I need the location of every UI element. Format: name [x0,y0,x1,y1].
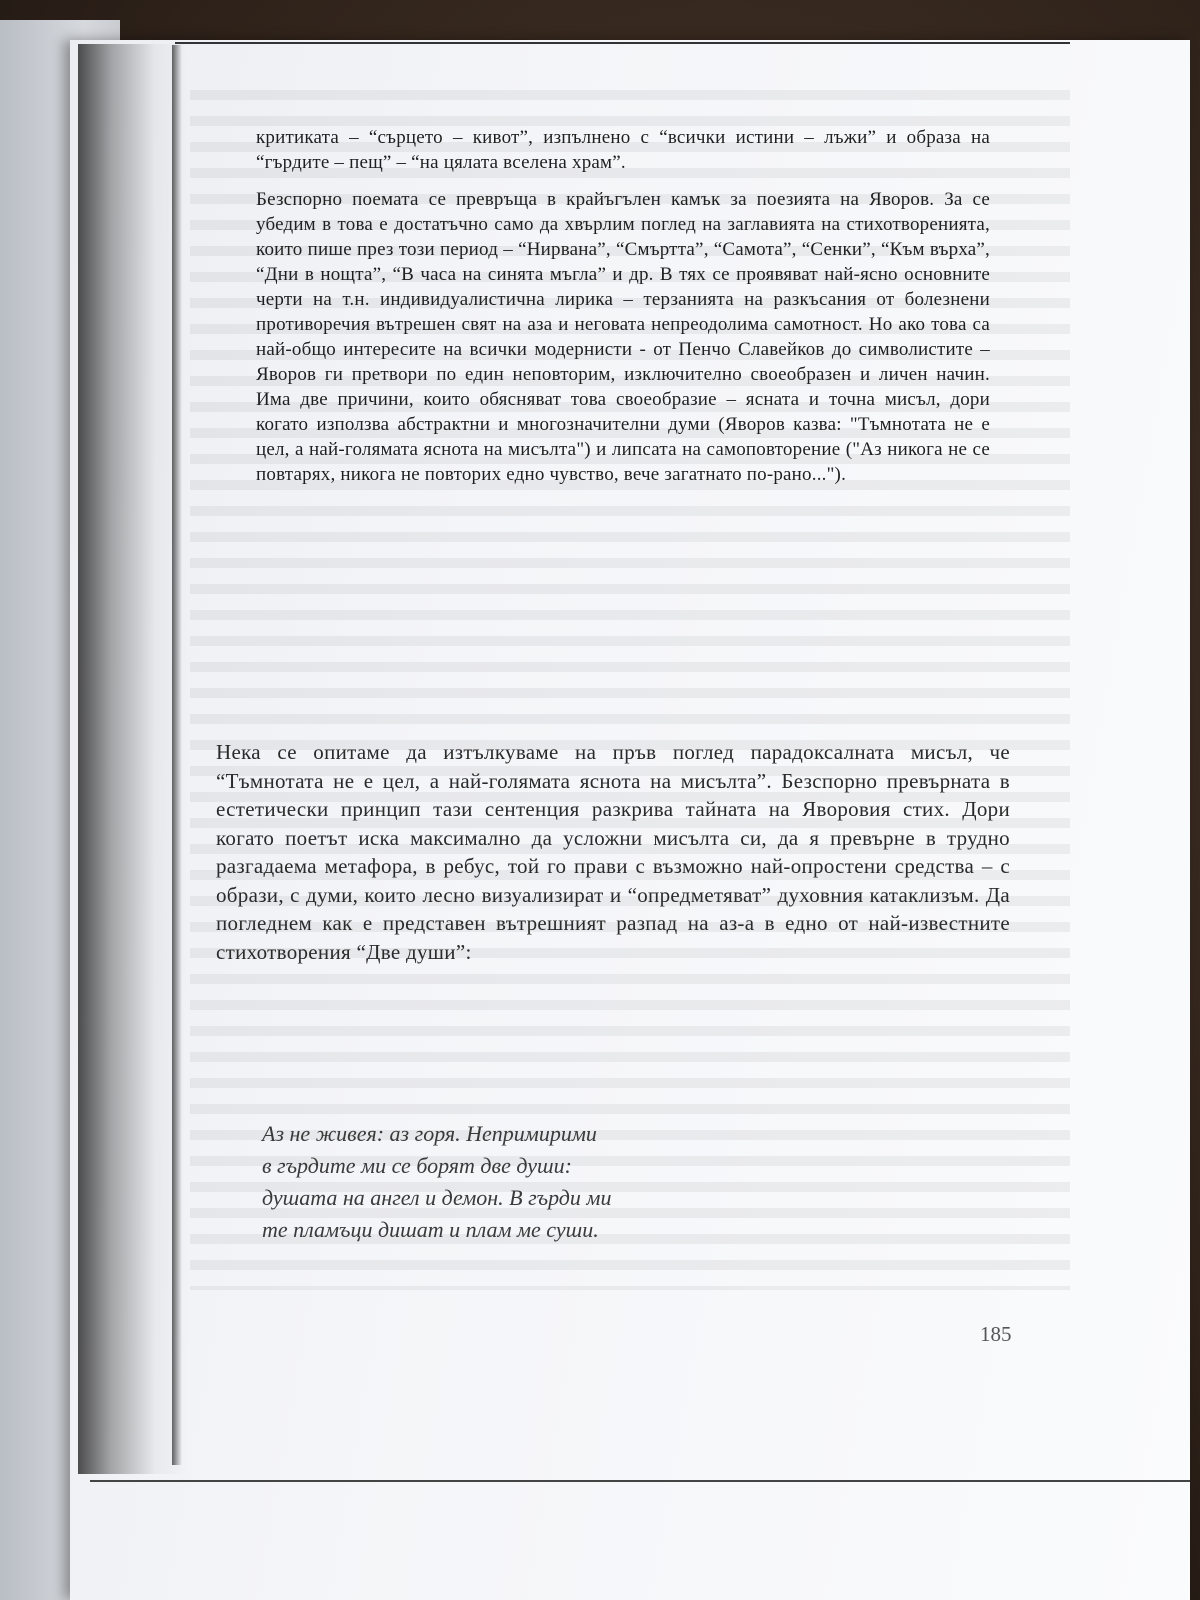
paragraph: Нека се опитаме да изтълкуваме на пръв поглед парадоксалната мисъл, че “Тъмнотата не е цел, а най-голямата яснота на мисълта”. Безспорно превърната в естетически принцип тази сентенция разкрива тайната на Яворовия стих. Дори когато поетът иска максимално да усложни мисълта си, да я превърне в трудно разгадаема метафора, в ребус, той го прави с възможно най-опростени средства – с образи, с думи, които лесно визуализират и “опредметяват” духовния катаклизъм. Да погледнем как е представен вътрешният разпад на аз-а в едно от най-известните стихотворения “Две души”: [216,740,1010,964]
page-number: 185 [980,1322,1012,1346]
poem-quote [262,1118,862,1246]
paragraph: Безспорно поемата се превръща в крайъгълен камък за поезията на Яворов. За се убедим в това е достатъчно само да хвърлим поглед на заглавията на стихотворенията, които пише през този период – “Нирвана”, “Смъртта”, “Самота”, “Сенки”, “Към върха”, “Дни в нощта”, “В часа на синята мъгла” и др. В тях се проявяват най-ясно основните черти на т.н. индивидуалистична лирика – терзанията на разкъсания от болезнени противоречия вътрешен свят на аза и неговата непреодолима самотност. Но ако това са най-общо интересите на всички модернисти - от Пенчо Славейков до символистите – Яворов ги претвори по един неповторим, изключително своеобразен и личен начин. Има две причини, които обясняват това своеобразие – ясната и точна мисъл, дори когато използва абстрактни и многозначителни думи (Яворов казва: "Тъмнотата не е цел, а най-голямата яснота на мисълта") и липсата на самоповторение ("Аз никога не се повтарях, никога не повторих едно чувство, вече загатнато по-рано..."). [256,189,990,485]
top-rule [175,42,1070,44]
binding-edge [172,45,182,1465]
poem-line: те пламъци дишат и плам ме суши. [262,1217,599,1242]
bottom-rule [90,1480,1190,1482]
paragraph: критиката – “сърцето – кивот”, изпълнено с “всички истини – лъжи” и образа на “гърдите – пещ” – “на цялата вселена храм”. [256,127,990,173]
text-block-top [256,125,990,487]
text-block-main [216,738,1010,966]
poem-line: душата на ангел и демон. В гърди ми [262,1185,612,1210]
poem-line: Аз не живея: аз горя. Непримирими [262,1121,597,1146]
poem-line: в гърдите ми се борят две души: [262,1153,572,1178]
